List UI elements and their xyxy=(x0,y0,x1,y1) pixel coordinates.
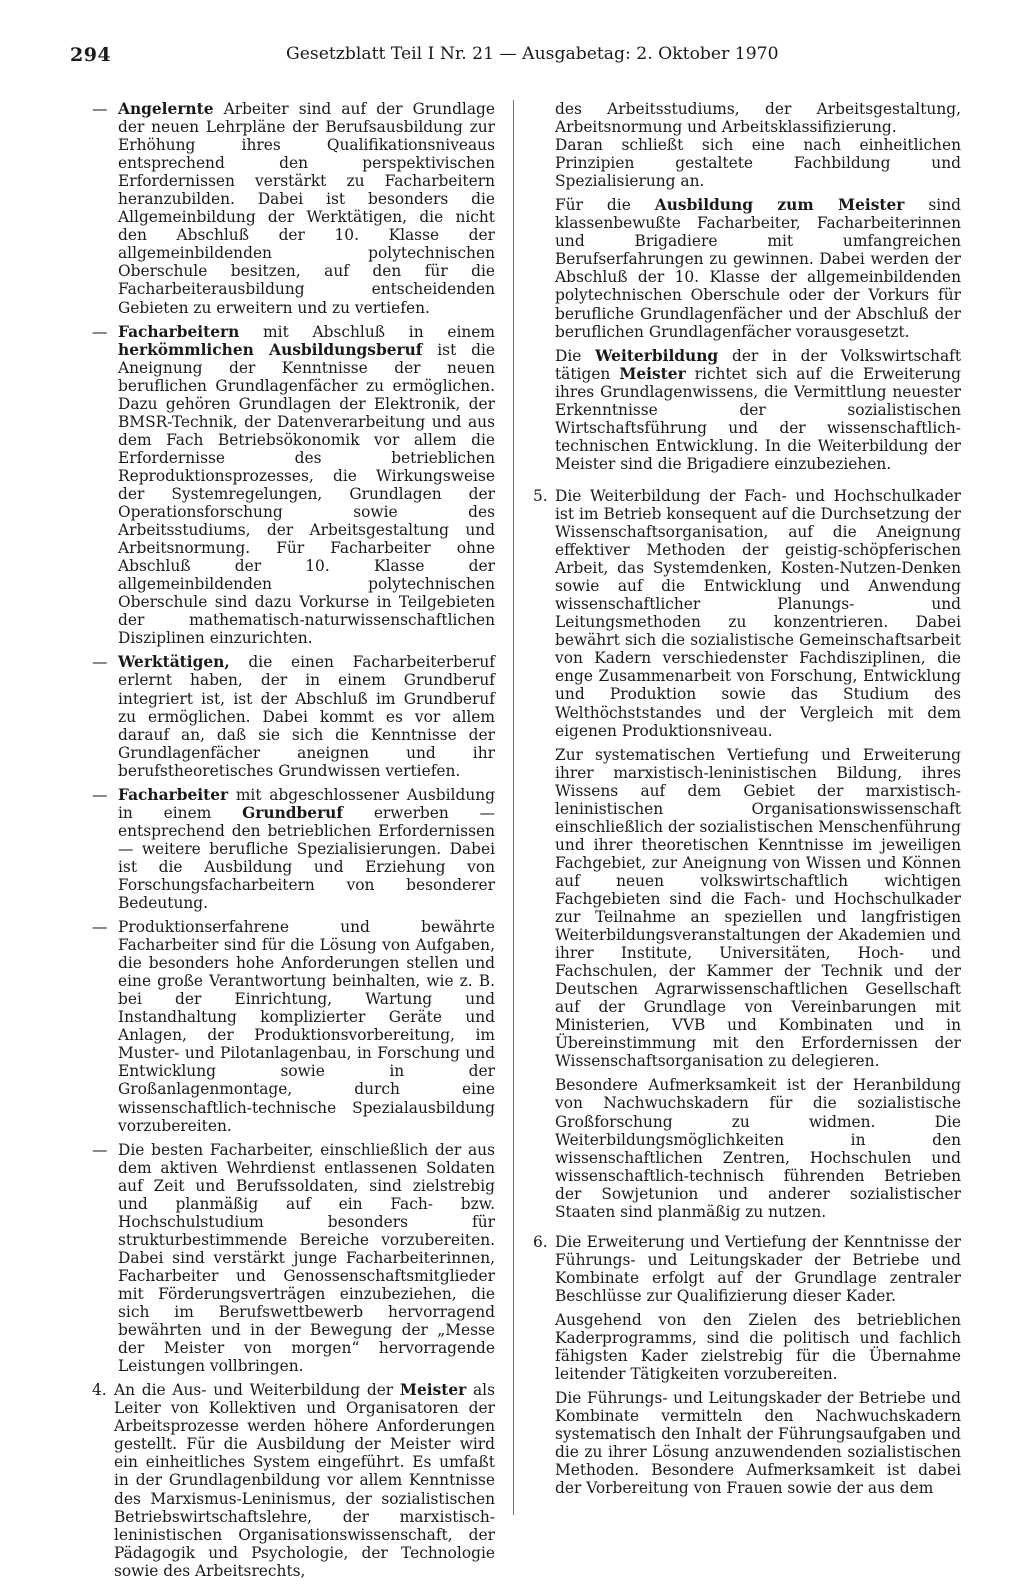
paragraph: des Arbeitsstudiums, der Arbeitsgestaltung, Arbeitsnormung und Arbeitsklassifizierung. xyxy=(555,100,961,137)
paragraph: Die Führungs- und Leitungskader der Betriebe und Kombinate vermitteln den Nachwuchskadern systematisch den Inhalt der Führungsaufgaben und die zu ihrer Lösung anzuwendenden sozialistischen Methoden. Besondere Aufmerksamkeit ist dabei der Vorbereitung von Frauen sowie der aus dem xyxy=(555,1389,961,1498)
bold-term: Meister xyxy=(619,364,686,383)
bold-term: herkömmlichen Ausbildungsberuf xyxy=(118,340,423,359)
paragraph xyxy=(555,196,961,340)
running-head: Gesetzblatt Teil I Nr. 21 — Ausgabetag: 2. Oktober 1970 xyxy=(286,44,779,64)
item-text xyxy=(114,1381,495,1580)
bold-term: Facharbeitern xyxy=(118,322,240,341)
text-run: erwerben — entsprechend den betrieblichen Erfordernissen — weitere berufliche Spezialisierungen. Dabei ist die Ausbildung und Erziehung von Forschungsfacharbeitern von besonderer Bedeutung. xyxy=(118,803,496,913)
bold-term: Werktätigen, xyxy=(118,653,230,672)
dash-item-facharbeiter xyxy=(92,786,495,912)
bold-term: Ausbildung zum Meister xyxy=(654,196,905,215)
dash-marker: — xyxy=(92,322,108,341)
item-text: Die Weiterbildung der Fach- und Hochschulkader ist im Betrieb konsequent auf die Durchsetzung der Wissenschaftsorganisation, auf die Aneignung effektiver Methoden der geistig-schöpferischen Arbeit, das Systemdenken, Kosten-Nutzen-Denken sowie auf die Entwicklung und Anwendung wissenschaftlicher Planungs- und Leitungsmethoden zu konzentrieren. Dabei bewährt sich die sozialistische Gemeinschaftsarbeit von Kadern verschiedenster Fachdisziplinen, die enge Zusammenarbeit von Forschung, Entwicklung und Produktion sowie das Studium des Welthöchststandes und der Vergleich mit dem eigenen Produktionsniveau. xyxy=(555,486,961,740)
dash-marker: — xyxy=(92,100,108,118)
item-text: Die Erweiterung und Vertiefung der Kenntnisse der Führungs- und Leitungskader der Betriebe und Kombinate erfolgt auf der Grundlage zentraler Beschlüsse zur Qualifizierung dieser Kader. xyxy=(555,1232,961,1305)
paragraph: Ausgehend von den Zielen des betrieblichen Kaderprogramms, sind die politisch und fachlich fähigsten Kader zielstrebig für die Übernahme leitender Tätigkeiten vorzubereiten. xyxy=(555,1311,961,1384)
dash-item-angelernte xyxy=(92,100,495,317)
item-text: Die besten Facharbeiter, einschließlich der aus dem aktiven Wehrdienst entlassenen Soldaten auf Zeit und Berufssoldaten, sind zielstrebig und planmäßig auf ein Fach- bzw. Hochschulstudium besonders für strukturbestimmende Bereiche vorzubereiten. Dabei sind verstärkt junge Facharbeiterinnen, Facharbeiter und Genossenschaftsmitglieder mit Förderungsverträgen einzubeziehen, die sich im Berufswettbewerb hervorragend bewährten und in der Bewegung der „Messe der Meister von morgen“ hervorragende Leistungen vollbringen. xyxy=(118,1140,495,1376)
text-run: Arbeiter sind auf der Grundlage der neuen Lehrpläne der Berufsausbildung zur Erhöhung ihres Qualifikationsniveaus entsprechend den perspektivischen Erfordernissen verstärkt zu Facharbeitern heranzubilden. Dabei ist besonders die Allgemeinbildung der Werktätigen, die nicht den Abschluß der 10. Klasse der allgemeinbildenden polytechnischen Oberschule besitzen, auf den für die Facharbeiterausbildung entscheidenden Gebieten zu erweitern und zu vertiefen. xyxy=(118,100,495,317)
text-run: mit abgeschlossener Ausbildung in einem xyxy=(118,785,495,822)
dash-marker: — xyxy=(92,653,108,672)
text-run: sind klassenbewußte Facharbeiter, Facharbeiterinnen und Brigadiere mit umfangreichen Berufserfahrungen zu gewinnen. Dabei werden der Abschluß der 10. Klasse der allgemeinbildenden polytechnischen Oberschule oder der Vorkurs für berufliche Grundlagenfächer und der Abschluß der beruflichen Grundlagenfächer vorausgesetzt. xyxy=(555,196,961,341)
dash-item-beste-facharbeiter xyxy=(92,1141,495,1376)
column-divider xyxy=(513,100,514,1515)
item-number: 5. xyxy=(533,486,548,505)
dash-item-produktionserfahrene xyxy=(92,918,495,1135)
paragraph xyxy=(555,347,961,473)
page-header xyxy=(0,44,1024,72)
bold-term: Angelernte xyxy=(118,100,214,118)
text-run: der in der Volkswirtschaft tätigen xyxy=(555,346,962,383)
bold-term: Grundberuf xyxy=(242,803,343,822)
bold-term: Weiterbildung xyxy=(595,346,719,365)
item-text xyxy=(118,786,495,912)
paragraph: Zur systematischen Vertiefung und Erweiterung ihrer marxistisch-leninistischen Bildung, ihres Wissens auf dem Gebiet der marxistisch-leninistischen Organisationswissenschaft einschließlich der sozialistischen Menschenführung und ihrer theoretischen Kenntnisse im jeweiligen Fachgebiet, zur Aneignung von Wissen und Können auf neuen volkswirtschaftlich wichtigen Fachgebieten sind die Fach- und Hochschulkader zur Teilnahme an speziellen und langfristigen Weiterbildungsveranstaltungen der Akademien und ihrer Institute, Universitäten, Hoch- und Fachschulen, der Kammer der Technik und der Deutschen Agrarwissenschaftlichen Gesellschaft auf der Grundlage von Vereinbarungen mit Ministerien, VVB und Kombinaten und in Übereinstimmung mit den Erfordernissen der Wissenschaftsorganisation zu delegieren. xyxy=(555,745,961,1071)
paragraph: Besondere Aufmerksamkeit ist der Heranbildung von Nachwuchskadern für die sozialistische Großforschung zu widmen. Die Weiterbildungsmöglichkeiten in den wissenschaftlichen Zentren, Hochschulen und wissenschaftlich-technisch führenden Betrieben der Sowjetunion und anderer sozialistischer Staaten sind planmäßig zu nutzen. xyxy=(555,1076,961,1221)
text-run: An die Aus- und Weiterbildung der xyxy=(114,1381,400,1400)
item-number: 6. xyxy=(533,1232,548,1251)
text-run: die einen Facharbeiterberuf erlernt haben, der in einem Grundberuf integriert ist, ist der Abschluß im Grundberuf zu ermöglichen. Dabei kommt es vor allem darauf an, daß sie sich die Kenntnisse der Grundlagenfächer aneignen und ihr berufstheoretisches Grundwissen vertiefen. xyxy=(118,653,495,780)
dash-item-werktaetigen xyxy=(92,653,495,779)
numbered-item-6 xyxy=(533,1233,961,1305)
text-run: richtet sich auf die Erweiterung ihres Grundlagenwissens, die Vermittlung neuester Erkenntnisse der sozialistischen Wirtschaftsführung und der wissenschaftlich-technischen Entwicklung. In die Weiterbildung der Meister sind die Brigadiere einzubeziehen. xyxy=(555,364,961,473)
dash-marker: — xyxy=(92,785,108,804)
item-number: 4. xyxy=(92,1381,107,1400)
item-text xyxy=(118,323,495,648)
item-text xyxy=(118,653,495,779)
left-column xyxy=(92,100,495,1586)
item-text: Produktionserfahrene und bewährte Facharbeiter sind für die Lösung von Aufgaben, die besonders hohe Anforderungen stellen und eine große Verantwortung beinhalten, wie z. B. bei der Einrichtung, Wartung und Instandhaltung komplizierter Geräte und Anlagen, der Produktionsvorbereitung, im Muster- und Pilotanlagenbau, in Forschung und Entwicklung sowie in der Großanlagenmontage, durch eine wissenschaftlich-technische Spezialausbildung vorzubereiten. xyxy=(118,918,495,1135)
paragraph: Daran schließt sich eine nach einheitlichen Prinzipien gestaltete Fachbildung und Spezialisierung an. xyxy=(555,136,961,191)
right-column xyxy=(533,100,961,1503)
dash-item-facharbeitern xyxy=(92,323,495,648)
page-number: 294 xyxy=(70,44,112,66)
dash-marker: — xyxy=(92,1140,108,1159)
numbered-item-5 xyxy=(533,487,961,740)
item-text xyxy=(118,100,495,317)
bold-term: Facharbeiter xyxy=(118,785,229,804)
numbered-item-4 xyxy=(92,1381,495,1580)
bold-term: Meister xyxy=(399,1381,467,1400)
text-run: Für die xyxy=(555,196,655,215)
text-run: als Leiter von Kollektiven und Organisatoren der Arbeitsprozesse werden höhere Anforderungen gestellt. Für die Ausbildung der Meister wird ein einheitliches System eingeführt. Es umfaßt in der Grundlagenbildung vor allem Kenntnisse des Marxismus-Leninismus, der sozialistischen Betriebswirtschaftslehre, der marxistisch-leninistischen Organisationswissenschaft, der Pädagogik und Psychologie, der Technologie sowie des Arbeitsrechts, xyxy=(114,1381,495,1580)
text-run: ist die Aneignung der Kenntnisse der neuen beruflichen Grundlagenfächer zu ermöglichen. Dazu gehören Grundlagen der Elektronik, der BMSR-Technik, der Datenverarbeitung und aus dem Fach Betriebsökonomik vor allem die Erfordernisse des betrieblichen Reproduktionsprozesses, die Wirkungsweise der Systemregelungen, Grundlagen der Operationsforschung sowie des Arbeitsstudiums, der Arbeitsgestaltung und Arbeitsnormung. Für Facharbeiter ohne Abschluß der 10. Klasse der allgemeinbildenden polytechnischen Oberschule sind dazu Vorkurse in Teilgebieten der mathematisch-naturwissenschaftlichen Disziplinen einzurichten. xyxy=(118,340,495,648)
text-run: mit Abschluß in einem xyxy=(239,322,495,341)
text-run: Die xyxy=(555,346,596,365)
dash-marker: — xyxy=(92,918,108,937)
